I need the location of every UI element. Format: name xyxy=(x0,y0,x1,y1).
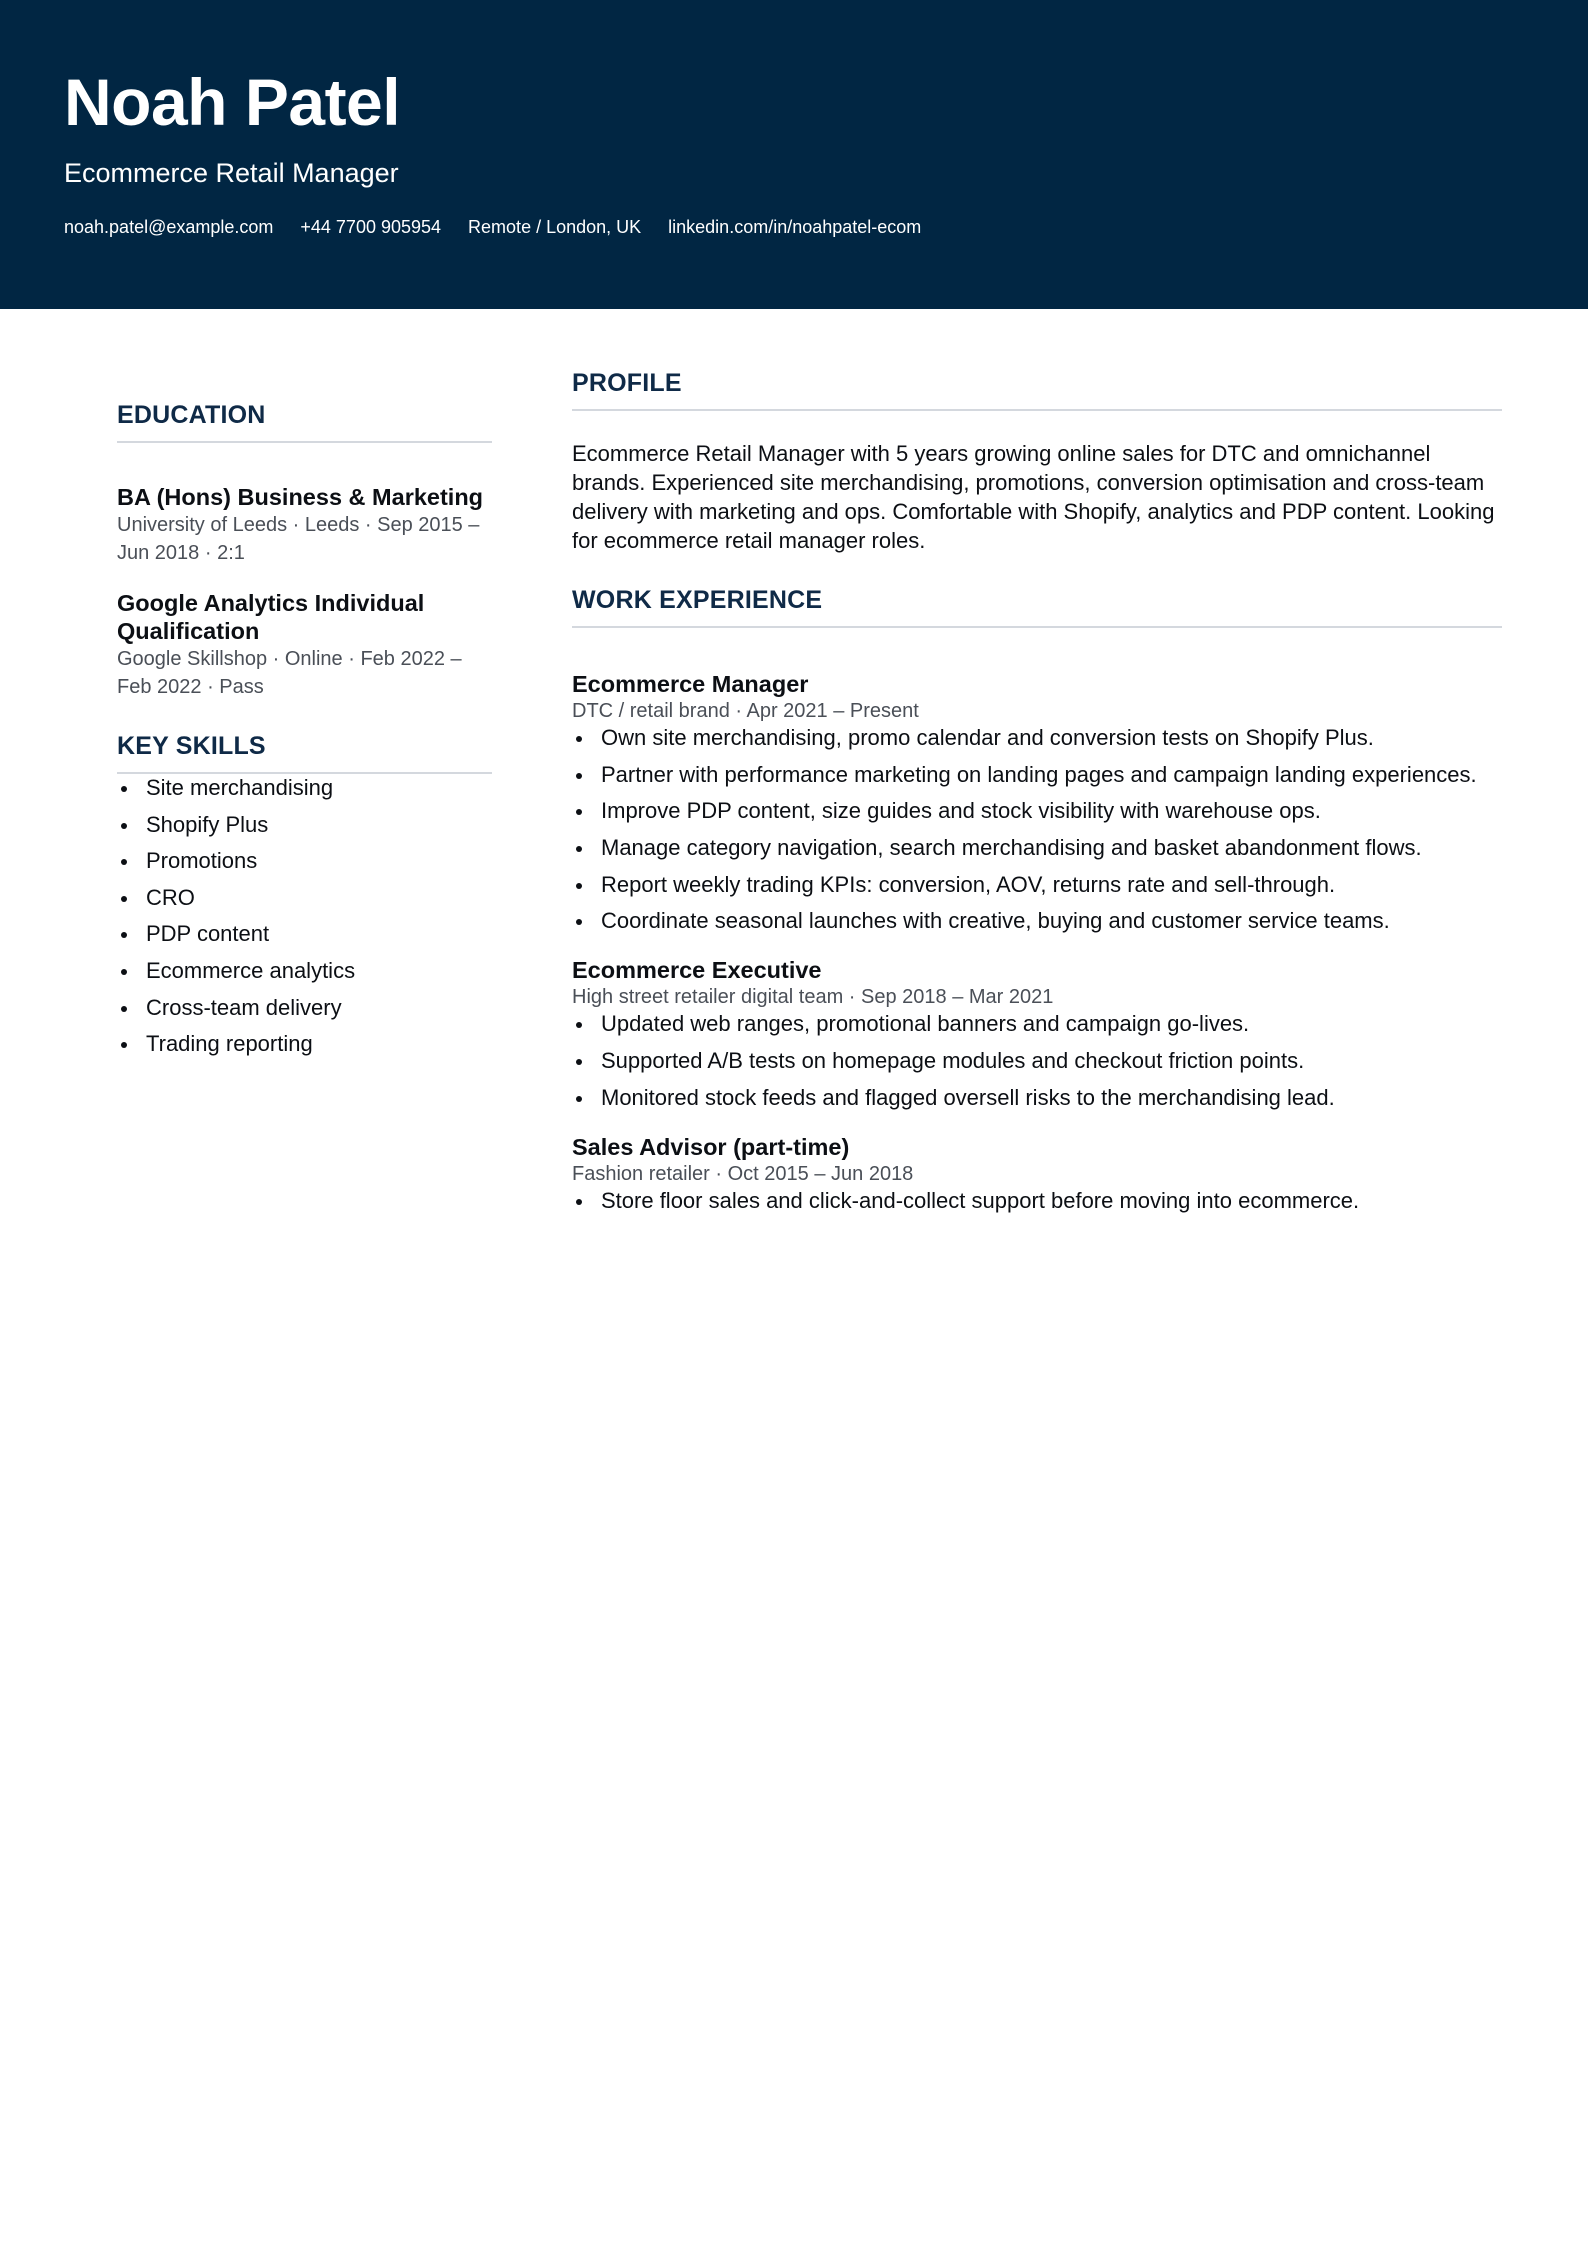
education-meta: University of Leeds · Leeds · Sep 2015 – Jun 2018 · 2:1 xyxy=(117,514,480,564)
job-title: Ecommerce Manager xyxy=(572,671,809,697)
contact-bar xyxy=(64,214,921,240)
education-heading: EDUCATION xyxy=(117,401,266,429)
experience-heading: WORK EXPERIENCE xyxy=(572,586,823,614)
education-section xyxy=(117,398,492,701)
job-bullet: Store floor sales and click-and-collect support before moving into ecommerce. xyxy=(572,1187,1502,1215)
profile-heading: PROFILE xyxy=(572,369,682,397)
skills-heading: KEY SKILLS xyxy=(117,732,266,760)
job-bullet: Manage category navigation, search merchandising and basket abandonment flows. xyxy=(572,834,1502,862)
skill-item: CRO xyxy=(117,884,492,912)
profile-section xyxy=(572,366,1502,555)
education-title: Google Analytics Individual Qualification xyxy=(117,590,425,644)
candidate-role: Ecommerce Retail Manager xyxy=(64,158,399,188)
education-item xyxy=(117,483,492,567)
job-bullet: Improve PDP content, size guides and stock visibility with warehouse ops. xyxy=(572,797,1502,825)
job-title: Ecommerce Executive xyxy=(572,957,822,984)
job-entry xyxy=(572,1133,1502,1215)
skills-section xyxy=(117,729,492,1058)
job-bullets xyxy=(572,724,1502,935)
job-title: Sales Advisor (part-time) xyxy=(572,1133,850,1160)
skill-item: Trading reporting xyxy=(117,1030,492,1058)
job-entry xyxy=(572,956,1502,1111)
experience-section xyxy=(572,583,1502,1215)
section-divider xyxy=(117,441,492,443)
job-bullet: Supported A/B tests on homepage modules and checkout friction points. xyxy=(572,1047,1502,1075)
job-bullet: Report weekly trading KPIs: conversion, AOV, returns rate and sell-through. xyxy=(572,871,1502,899)
job-bullets xyxy=(572,1010,1502,1111)
skill-item: Promotions xyxy=(117,847,492,875)
job-meta: DTC / retail brand · Apr 2021 – Present xyxy=(572,700,919,722)
right-column xyxy=(572,366,1502,1215)
education-title: BA (Hons) Business & Marketing xyxy=(117,484,484,510)
contact-linkedin[interactable]: linkedin.com/in/noahpatel-ecom xyxy=(668,217,922,237)
skill-item: Site merchandising xyxy=(117,774,492,802)
skill-item: PDP content xyxy=(117,920,492,948)
job-entry xyxy=(572,670,1502,935)
job-meta: High street retailer digital team · Sep 2018 – Mar 2021 xyxy=(572,986,1054,1009)
job-meta: Fashion retailer · Oct 2015 – Jun 2018 xyxy=(572,1162,914,1185)
contact-location: Remote / London, UK xyxy=(468,217,642,237)
skill-item: Cross-team delivery xyxy=(117,994,492,1022)
education-item xyxy=(117,589,492,701)
candidate-name: Noah Patel xyxy=(64,65,401,139)
section-divider xyxy=(572,409,1502,411)
job-bullet: Monitored stock feeds and flagged oversell risks to the merchandising lead. xyxy=(572,1084,1502,1112)
skill-item: Shopify Plus xyxy=(117,811,492,839)
job-bullet: Partner with performance marketing on landing pages and campaign landing experiences. xyxy=(572,761,1502,789)
job-bullet: Coordinate seasonal launches with creative, buying and customer service teams. xyxy=(572,907,1502,935)
job-bullet: Updated web ranges, promotional banners and campaign go-lives. xyxy=(572,1010,1502,1038)
contact-email[interactable]: noah.patel@example.com xyxy=(64,217,274,237)
contact-phone[interactable]: +44 7700 905954 xyxy=(300,217,442,237)
profile-summary: Ecommerce Retail Manager with 5 years growing online sales for DTC and omnichannel brands. Experienced site merchandising, promotions, conversion optimisation and cross-team delivery with marketing and ops. Comfortable with Shopify, analytics and PDP content. Looking for ecommerce retail manager roles. xyxy=(572,441,1495,553)
job-bullet: Own site merchandising, promo calendar and conversion tests on Shopify Plus. xyxy=(572,724,1502,752)
education-meta: Google Skillshop · Online · Feb 2022 – Feb 2022 · Pass xyxy=(117,648,462,698)
resume-header xyxy=(0,0,1588,309)
skills-list xyxy=(117,774,492,1058)
skill-item: Ecommerce analytics xyxy=(117,957,492,985)
job-bullets xyxy=(572,1187,1502,1215)
left-column xyxy=(117,398,492,1058)
section-divider xyxy=(572,626,1502,628)
